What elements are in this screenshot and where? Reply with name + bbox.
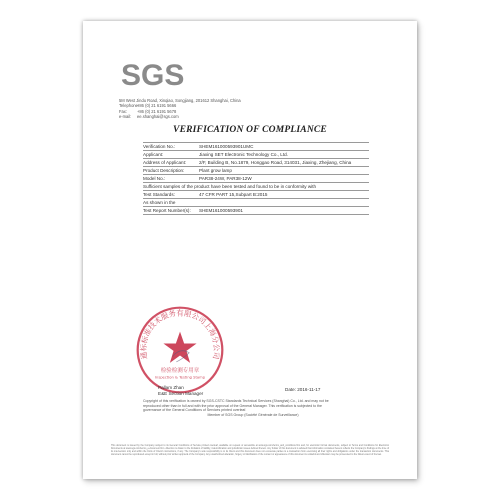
seal-inner-bottom: Inspection & Testing Stamp xyxy=(154,375,206,380)
telephone-line: Telephone:+86 (0) 21 6191 5666 xyxy=(119,103,177,109)
issue-date: Date: 2016-11-17 xyxy=(285,387,321,392)
as-shown-text: As shown in the xyxy=(143,199,176,205)
copyright-notice: Copyright of this verification is owned by SGS-CSTC Standards Technical Services (Shanghai) Co., Ltd. and may not be reproduced other than in full and with the prior approval of the General Manager. This verification is subjected to the governance of the General Conditions of Services printed overleaf. Member of SGS Group (Société Générale de Surveillance) xyxy=(143,399,363,417)
seal-star-icon xyxy=(163,332,196,363)
field-divider xyxy=(143,174,369,175)
field-divider xyxy=(143,142,369,143)
document-title: VERIFICATION OF COMPLIANCE xyxy=(173,125,327,135)
signatory-block xyxy=(158,385,203,397)
signatory-role: E&E Section Manager xyxy=(158,391,204,396)
certificate-page: SGS 5M West Jindu Road, Xinqiao, Songjiang, 201612 Shanghai, China Telephone:+86 (0) 21 6191 5666 Fax: +86 (0) 21 6191 5678 e-mail: ee.shanghai@sgs.com VERIFICATION OF COMPLIANCE Verification No.: SHEM161000593901UMC Applicant: Jiaxing SET Electronic Technology Co., Ltd. Address of Applicant: 2/F, Building B, No.1879, Honggao Road, 314031, Jiaxing, Zhejiang, China Product Description: Plant grow lamp Model No.: PAR38-24W, PAR38-12W Sufficient samples of the product have been tested and found to be in conformity with Test Standards: 47 CFR PART 15,Subpart B:2015 As shown in the Test Report Number(s): SHEM161000593901 通标标准技术服务有限公司上海分公司 检验检测专用章 Inspection & Testing Stamp Pallam Zhan E&E Section Manager Date: 2016-11-17 Copyright of this verification is owned by SGS-CSTC Standards Technical Services (Shanghai) Co., Ltd. and may not be reproduced other than in full and with the prior approval of the General Manager. This verification is subjected to the governance of the General Conditions of Services printed overleaf. Member of SGS Group (Société Générale de Surveillance) This document is issued by the Company subject to its General Conditions of Service printed overleaf, available on request or accessible at www.sgs.com/terms_and_conditions.htm and, for electronic format documents, subject to Terms and Conditions for Electronic Documents at www.sgs.com/terms_e-document.htm. Attention is drawn to the limitation of liability, indemnification and jurisdiction issues defined therein. Any holder of this document is advised that information contained hereon reflects the Company's findings at the time of its intervention only and within the limits of Client's instructions, if any. The Company's sole responsibility is to its Client and this document does not exonerate parties to a transaction from exercising all their rights and obligations under the transaction documents. This document cannot be reproduced except in full, without prior written approval of the Company. Any unauthorized alteration, forgery or falsification of the content or appearance of this document is unlawful and offenders may be prosecuted to the fullest extent of the law. xyxy=(83,21,417,479)
sgs-logo: SGS xyxy=(121,59,185,92)
field-divider xyxy=(143,214,369,215)
address-line: 5M West Jindu Road, Xinqiao, Songjiang, 201612 Shanghai, China xyxy=(119,98,241,103)
fax-line: Fax: +86 (0) 21 6191 5678 xyxy=(119,108,177,114)
signatory-name: Pallam Zhan xyxy=(158,385,184,390)
conformity-statement: Sufficient samples of the product have been tested and found to be in conformity with xyxy=(143,183,317,189)
seal-ring-text: 通标标准技术服务有限公司上海分公司 xyxy=(138,308,222,360)
company-seal-stamp xyxy=(134,304,226,396)
email-line: e-mail: ee.shanghai@sgs.com xyxy=(119,114,179,120)
field-divider xyxy=(143,198,369,199)
fine-print-terms: This document is issued by the Company subject to its General Conditions of Service printed overleaf, available on request or accessible at www.sgs.com/terms_and_conditions.htm and, for electronic format documents, subject to Terms and Conditions for Electronic Documents at www.sgs.com/terms_e-document.htm. Attention is drawn to the limitation of liability, indemnification and jurisdiction issues defined therein. Any holder of this document is advised that information contained hereon reflects the Company's findings at the time of its intervention only and within the limits of Client's instructions, if any. The Company's sole responsibility is to its Client and this document does not exonerate parties to a transaction from exercising all their rights and obligations under the transaction documents. This document cannot be reproduced except in full, without prior written approval of the Company. Any unauthorized alteration, forgery or falsification of the content or appearance of this document is unlawful and offenders may be prosecuted to the fullest extent of the law. xyxy=(111,445,389,457)
seal-inner-top: 检验检测专用章 xyxy=(160,368,200,375)
sgs-member-line: Member of SGS Group (Société Générale de Surveillance) xyxy=(207,412,299,417)
company-address-block xyxy=(119,98,309,120)
